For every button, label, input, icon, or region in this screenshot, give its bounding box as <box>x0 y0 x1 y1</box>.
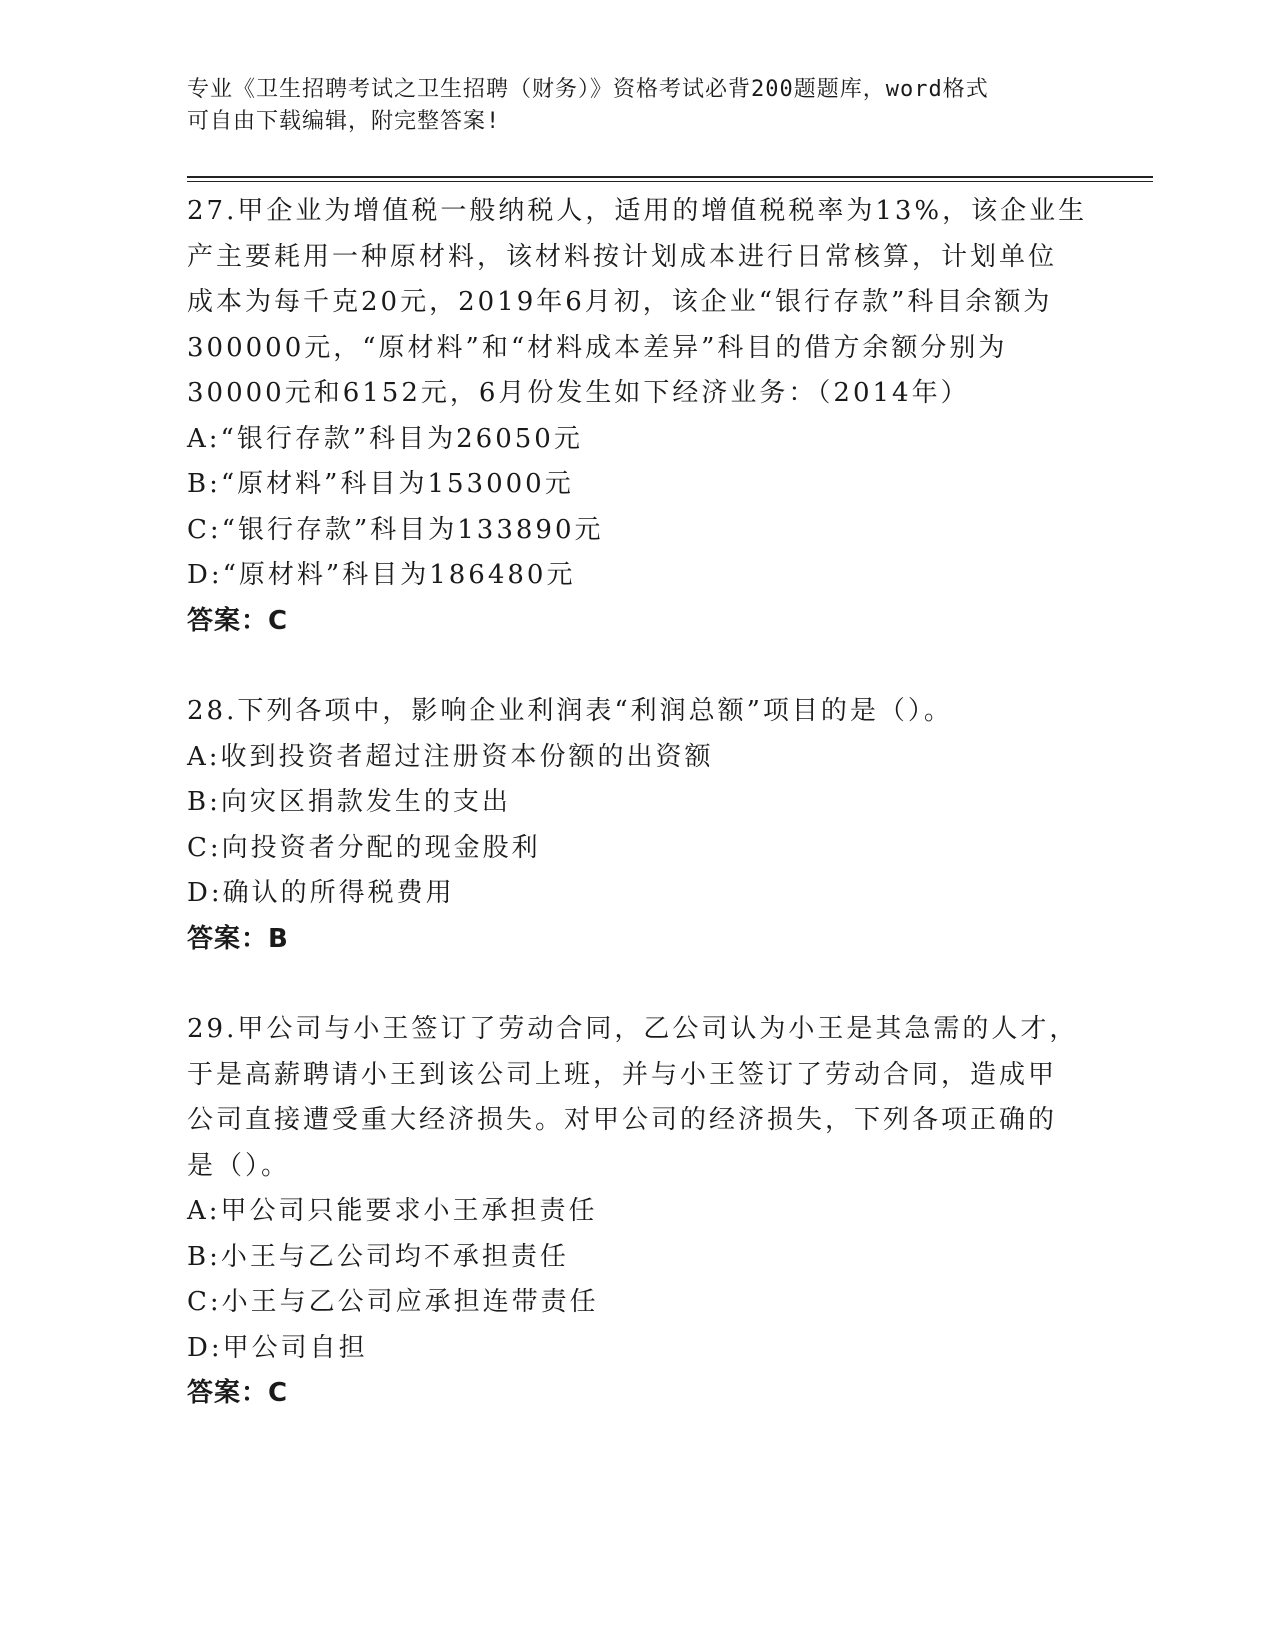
question-27 <box>187 189 1087 644</box>
option-c: C:小王与乙公司应承担连带责任 <box>187 1287 599 1317</box>
answer-label: 答案：C <box>187 1378 289 1408</box>
header-divider-thick <box>187 176 1153 178</box>
answer-label: 答案：C <box>187 605 289 636</box>
option-b: B:向灾区捐款发生的支出 <box>187 787 511 817</box>
question-spacer <box>187 644 1087 689</box>
answer-label: 答案：B <box>187 923 289 954</box>
option-d: D:“原材料”科目为186480元 <box>187 560 576 590</box>
header-line-1: 专业《卫生招聘考试之卫生招聘（财务）》资格考试必背200题题库，word格式 <box>187 77 989 102</box>
question-stem-line: 300000元，“原材料”和“材料成本差异”科目的借方余额分别为 <box>187 332 1008 363</box>
option-b: B:“原材料”科目为153000元 <box>187 469 574 499</box>
question-spacer <box>187 962 1087 1007</box>
question-stem-line: 是（）。 <box>187 1150 291 1181</box>
question-stem-line: 于是高薪聘请小王到该公司上班，并与小王签订了劳动合同，造成甲 <box>187 1059 1058 1090</box>
question-stem-line: 产主要耗用一种原材料，该材料按计划成本进行日常核算，计划单位 <box>187 241 1058 272</box>
question-list <box>187 189 1087 1417</box>
question-stem-line: 29.甲公司与小王签订了劳动合同，乙公司认为小王是其急需的人才， <box>187 1014 1079 1044</box>
option-c: C:向投资者分配的现金股利 <box>187 832 541 863</box>
option-d: D:甲公司自担 <box>187 1332 368 1363</box>
option-a: A:收到投资者超过注册资本份额的出资额 <box>187 741 714 772</box>
question-stem-line: 公司直接遭受重大经济损失。对甲公司的经济损失，下列各项正确的 <box>187 1105 1058 1135</box>
header-divider-thin <box>187 181 1153 182</box>
question-stem-line: 28.下列各项中，影响企业利润表“利润总额”项目的是（）。 <box>187 696 953 726</box>
option-a: A:甲公司只能要求小王承担责任 <box>187 1196 598 1226</box>
header-line-2: 可自由下载编辑，附完整答案! <box>187 109 501 134</box>
option-a: A:“银行存款”科目为26050元 <box>187 423 583 454</box>
option-c: C:“银行存款”科目为133890元 <box>187 514 604 545</box>
option-b: B:小王与乙公司均不承担责任 <box>187 1241 569 1272</box>
question-28 <box>187 689 1087 962</box>
document-header <box>187 74 1087 138</box>
question-stem-line: 27.甲企业为增值税一般纳税人，适用的增值税税率为13%，该企业生 <box>187 196 1088 226</box>
option-d: D:确认的所得税费用 <box>187 878 455 908</box>
question-29 <box>187 1007 1087 1417</box>
question-stem-line: 成本为每千克20元，2019年6月初，该企业“银行存款”科目余额为 <box>187 287 1053 317</box>
question-stem-line: 30000元和6152元，6月份发生如下经济业务：（2014年） <box>187 378 970 408</box>
